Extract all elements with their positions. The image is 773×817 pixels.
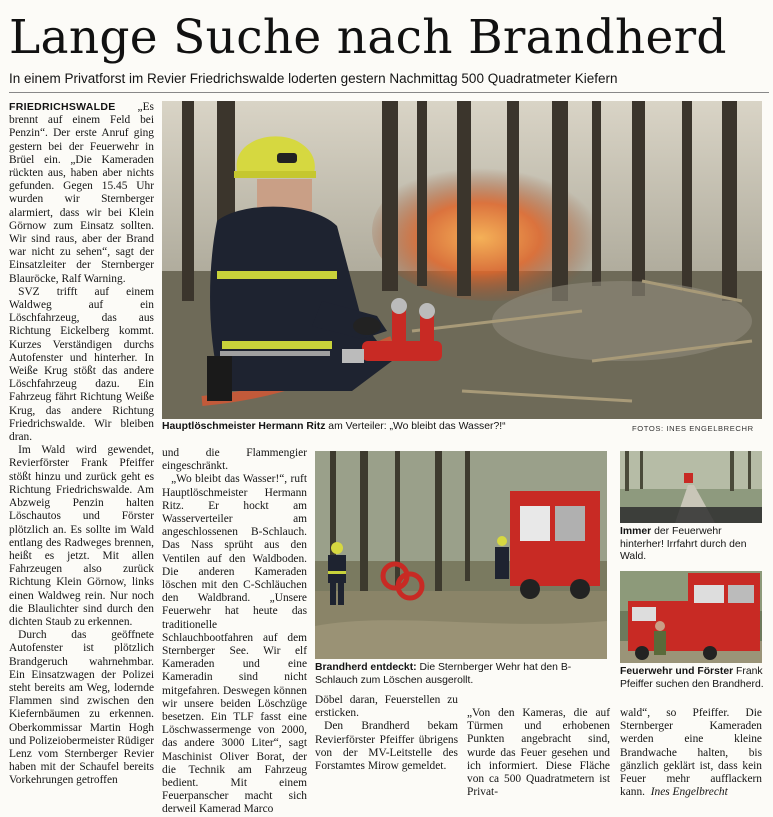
article-column-3: [315, 694, 458, 795]
article-column-1: [9, 101, 154, 795]
caption-lead: Brandherd entdeckt:: [315, 662, 417, 673]
road-photo: [620, 451, 762, 523]
paragraph: „Von den Kameras, die auf Türmen und erhobenen Punkten angebracht sind, wurde das Feuer gesehen und ich informiert. Diese Fläche von ca 500 Quadratmetern ist Privat-: [467, 707, 610, 799]
caption-lead: Hauptlöschmeister Hermann Ritz: [162, 421, 326, 432]
paragraph: wald“, so Pfeiffer. Die Sternberger Kameraden werden eine kleine Brandwache halten, bis gänzlich geklärt ist, dass kein Feuer mehr aufflackern kann.: [620, 707, 762, 799]
author: Ines Engelbrecht: [650, 786, 728, 799]
caption-text: der Feuerwehr hinterher! Irrfahrt durch den Wald.: [620, 526, 747, 563]
brandherd-caption: [315, 662, 607, 687]
main-photo: [162, 101, 762, 419]
main-photo-caption: [162, 421, 622, 434]
paragraph: Im Wald wird gewendet, Revierförster Frank Pfeiffer stößt hinzu und zurück geht es Richtung Friedrichswalde. Am Abzweig Penzin halten Löschautos und Förster plötzlich an. Es sollte im Wald entlang des Radweges brennen, heißt es jetzt. Mit allen Fahrzeugen also zurück Richtung Klein Görnow, links einen Waldweg rein. Nur noch die Blaulichter sind durch den dichten Staub zu erkennen.: [9, 444, 154, 628]
divider: [9, 92, 769, 93]
article-column-5: [620, 707, 762, 799]
subheadline: In einem Privatforst im Revier Friedrichswalde loderten gestern Nachmittag 500 Quadratmeter Kiefern: [9, 71, 618, 86]
trucks-photo: [620, 571, 762, 663]
caption-text: am Verteiler: „Wo bleibt das Wasser?!“: [325, 421, 506, 432]
caption-lead: Feuerwehr und Förster: [620, 666, 734, 677]
paragraph: „Es brennt auf einem Feld bei Penzin“. Der erste Anruf ging gestern bei der Feuerwehr in Brüel ein. „Die Kameraden rückten aus, haben aber nichts gefunden. Gegen 15.45 Uhr wurden wir Sternberger alarmiert, dass wir bei Klein Görnow zum Einsatz sollten. Wir sind raus, aber der Brand war nicht zu sehen“, sagt der Einsatzleiter der Sternberger Blauröcke, Ralf Warning.: [9, 101, 154, 285]
headline: Lange Suche nach Brandherd: [9, 10, 727, 65]
paragraph: „Wo bleibt das Wasser!“, ruft Hauptlöschmeister Hermann Ritz. Er hockt am Wasserverteiler am angeschlossenen B-Schlauch. Das Nass sprüht aus den Ventilen auf den Waldboden. Die anderen Kameraden löschen mit den C-Schläuchen den Waldbrand. „Unsere Feuerwehr hat heute das traditionelle Schlauchbootfahren auf dem Sternberger See. Wir elf Kameraden und eine Kameradin sind nicht mitgefahren. Deswegen können wir unsere beiden Löschzüge besetzen. Ein TLF fasst eine Löschwassermenge von 2000, das andere 3000 Liter“, sagt Maschinist Oliver Borat, der die Technik am Fahrzeug bedient. Mit einem Feuerpanscher macht sich derweil Kamerad Marco: [162, 473, 307, 816]
paragraph: Döbel daran, Feuerstellen zu ersticken.: [315, 694, 458, 720]
paragraph: Durch das geöffnete Autofenster ist plötzlich Brandgeruch wahrnehmbar. Ein Einsatzwagen der Polizei steht bereits am Weg, lodernde Flammen sind zwischen den Kiefernbäumen zu erkennen. Oberkommissar Martin Hogh und Polizeiobermeister Rüdiger Lenz vom Sternberger Revier haben mit der Schaufel bereits Vorkehrungen getroffen: [9, 629, 154, 787]
caption-lead: Immer: [620, 526, 652, 537]
paragraph: und die Flammengier eingeschränkt.: [162, 447, 307, 473]
photo-credit: FOTOS: INES ENGELBRECHR: [632, 424, 754, 433]
brandherd-photo: [315, 451, 607, 659]
article-column-2: [162, 447, 307, 816]
trucks-caption: [620, 666, 765, 691]
caption-text: Die Sternberger Wehr hat den B-Schlauch zum Löschen ausgerollt.: [315, 662, 572, 686]
caption-text: Frank Pfeiffer suchen den Brandherd.: [620, 666, 764, 690]
dateline: FRIEDRICHSWALDE: [9, 101, 116, 113]
article-column-4: [467, 707, 610, 799]
road-caption: [620, 526, 765, 564]
paragraph: SVZ trifft auf einem Waldweg auf ein Löschfahrzeug, das aus Richtung Eickelberg kommt. Kurzes Verständigen durchs Autofenster und hinterher. In Weiße Krug stößt das andere Löschfahrzeug dazu. Ein Fahrzeug fährt Richtung Weiße Krug, das andere Richtung Friedrichswalde. Wir bleiben dran.: [9, 285, 154, 444]
paragraph: Den Brandherd bekam Revierförster Pfeiffer übrigens von der MV-Leitstelle des Forstamtes Mirow gemeldet.: [315, 720, 458, 773]
